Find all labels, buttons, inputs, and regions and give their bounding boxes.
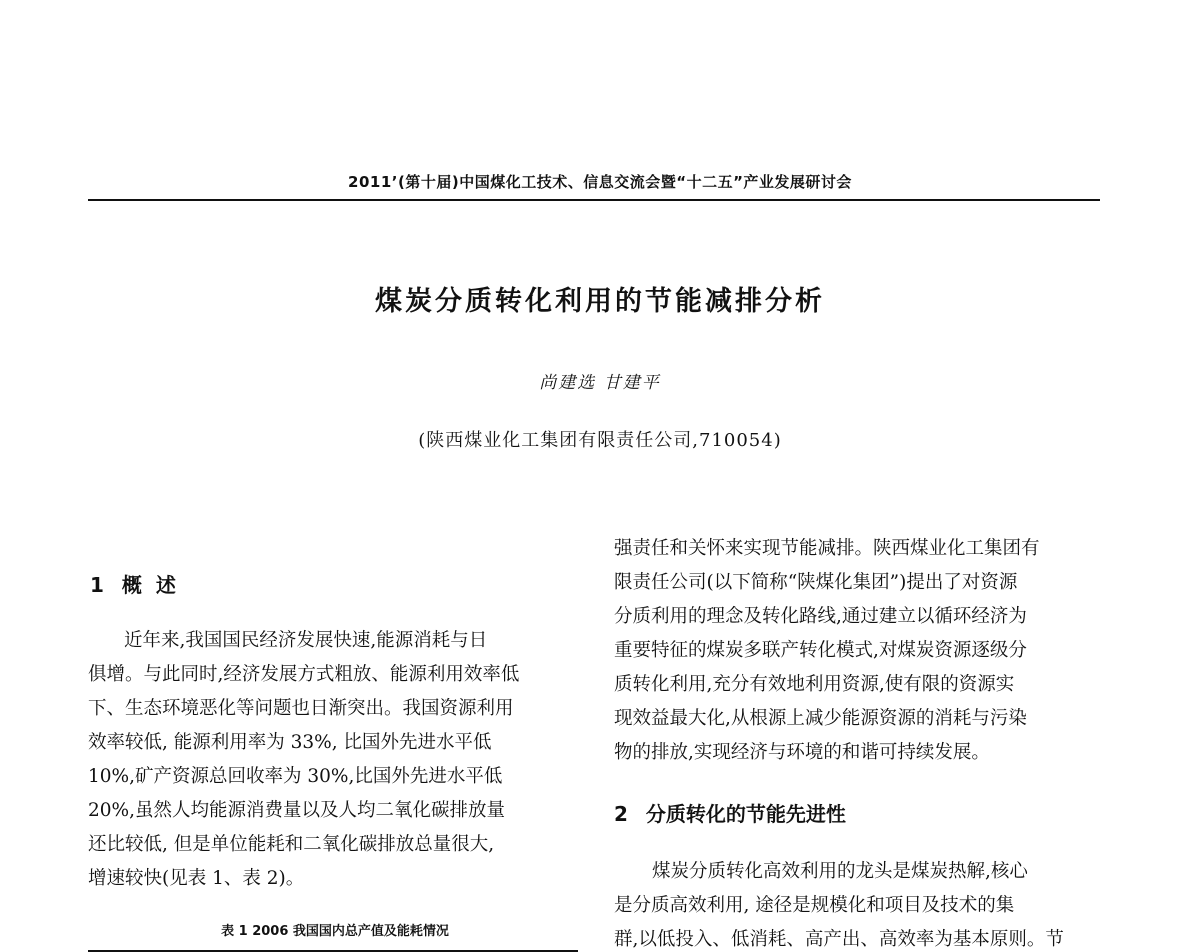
paragraph-line: 分质利用的理念及转化路线,通过建立以循环经济为 [614, 606, 1027, 627]
table-1-caption: 表 1 2006 我国国内总产值及能耗情况 [221, 924, 449, 939]
section-1-title: 概述 [121, 573, 190, 597]
paragraph-line: 煤炭分质转化高效利用的龙头是煤炭热解,核心 [652, 861, 1028, 882]
paragraph-line: 近年来,我国国民经济发展快速,能源消耗与日 [124, 630, 488, 651]
paragraph-line: 效率较低, 能源利用率为 33%, 比国外先进水平低 [88, 732, 492, 753]
paper-title: 煤炭分质转化利用的节能减排分析 [375, 286, 825, 317]
paragraph-line: 限责任公司(以下简称“陕煤化集团”)提出了对资源 [614, 572, 1018, 593]
section-2-number: 2 [614, 802, 628, 826]
paragraph-line: 现效益最大化,从根源上减少能源资源的消耗与污染 [614, 708, 1027, 729]
paragraph-line: 10%,矿产资源总回收率为 30%,比国外先进水平低 [88, 766, 503, 787]
paragraph-line: 还比较低, 但是单位能耗和二氧化碳排放总量很大, [88, 834, 495, 855]
paragraph-line: 质转化利用,充分有效地利用资源,使有限的资源实 [614, 674, 1015, 695]
paragraph-line: 下、生态环境恶化等问题也日渐突出。我国资源利用 [88, 698, 514, 719]
paragraph-line: 俱增。与此同时,经济发展方式粗放、能源利用效率低 [88, 664, 520, 685]
paragraph-line: 群,以低投入、低消耗、高产出、高效率为基本原则。节 [614, 929, 1064, 950]
paragraph-line: 强责任和关怀来实现节能减排。陕西煤业化工集团有 [614, 538, 1040, 559]
paragraph-line: 20%,虽然人均能源消费量以及人均二氧化碳排放量 [88, 800, 506, 821]
section-2-title: 分质转化的节能先进性 [645, 802, 846, 826]
paragraph-line: 是分质高效利用, 途径是规模化和项目及技术的集 [614, 895, 1015, 916]
section-1-number: 1 [90, 573, 104, 597]
authors: 尚建选 甘建平 [539, 373, 661, 393]
running-header: 2011’(第十届)中国煤化工技术、信息交流会暨“十二五”产业发展研讨会 [348, 173, 852, 191]
header-rule [88, 199, 1100, 201]
section-2-heading [614, 798, 846, 827]
paragraph-line: 增速较快(见表 1、表 2)。 [88, 868, 305, 889]
paragraph-line: 重要特征的煤炭多联产转化模式,对煤炭资源逐级分 [614, 640, 1027, 661]
section-1-heading [90, 569, 190, 598]
affiliation: (陕西煤业化工集团有限责任公司,710054) [418, 430, 782, 451]
paragraph-line: 物的排放,实现经济与环境的和谐可持续发展。 [614, 742, 990, 763]
